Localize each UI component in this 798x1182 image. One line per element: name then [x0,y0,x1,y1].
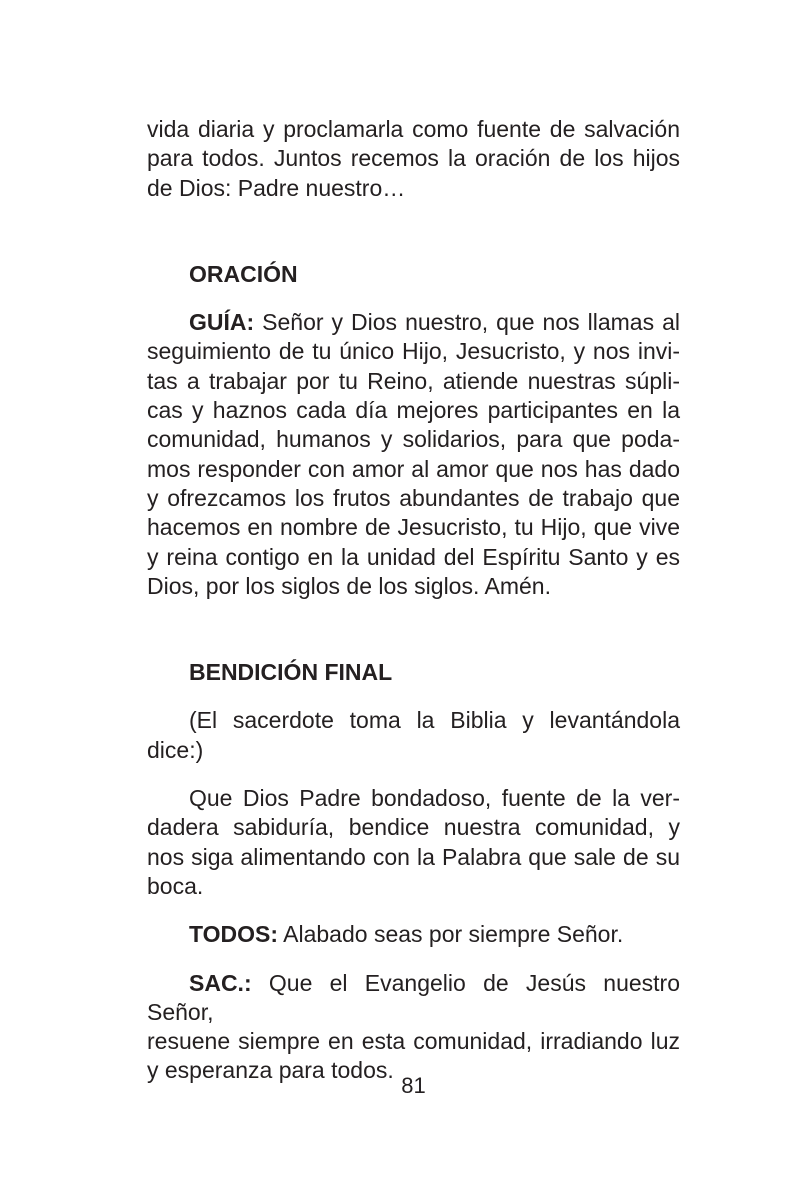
paragraph [147,308,680,601]
text-line: vida diaria y proclamarla como fuente de salvación [147,116,680,142]
text-line: dadera sabiduría, bendice nuestra comunidad, y [147,814,680,841]
text-line: para todos. Juntos recemos la oración de los hijos [147,145,680,172]
text-line: mos responder con amor al amor que nos has dado [147,455,680,482]
text-line: de Dios: Padre nuestro… [147,174,406,201]
paragraph [147,969,680,1086]
page-number: 81 [401,1073,426,1098]
text-line: TODOS: Alabado seas por siempre Señor. [189,921,624,948]
text-line: comunidad, humanos y solidarios, para que poda- [147,426,680,453]
text-line: (El sacerdote toma la Biblia y levantándola dice:) [147,707,680,763]
text-line: GUÍA: Señor y Dios nuestro, que nos llamas al [189,309,680,336]
paragraph [147,784,680,901]
paragraph [147,920,680,949]
text-line: boca. [147,872,204,899]
text-line: Dios, por los siglos de los siglos. Amén. [147,572,551,599]
text-line: hacemos en nombre de Jesucristo, tu Hijo, que vive [147,514,680,541]
text-line: y reina contigo en la unidad del Espíritu Santo y es [147,543,680,570]
speaker-label: GUÍA: [189,309,255,336]
document-content [147,115,680,1086]
text-line: y ofrezcamos los frutos abundantes de trabajo que [147,484,680,511]
text-line: nos siga alimentando con la Palabra que sale de su [147,843,680,870]
text-line: seguimiento de tu único Hijo, Jesucristo, y nos invi- [147,338,680,365]
text-line: Que Dios Padre bondadoso, fuente de la ver- [189,785,680,812]
speaker-label: SAC.: [189,969,252,996]
section-heading: ORACIÓN [189,260,298,287]
text-line: y esperanza para todos. [147,1057,394,1084]
paragraph [147,706,680,765]
text-line: resuene siempre en esta comunidad, irradiando luz [147,1028,680,1055]
paragraph [147,115,680,203]
text-line: cas y haznos cada día mejores participantes en la [147,397,680,424]
section-heading: BENDICIÓN FINAL [189,659,393,686]
text-line: tas a trabajar por tu Reino, atiende nuestras súpli- [147,367,680,394]
speaker-label: TODOS: [189,921,279,948]
text-line: SAC.: Que el Evangelio de Jesús nuestro Señor, [147,969,680,1025]
